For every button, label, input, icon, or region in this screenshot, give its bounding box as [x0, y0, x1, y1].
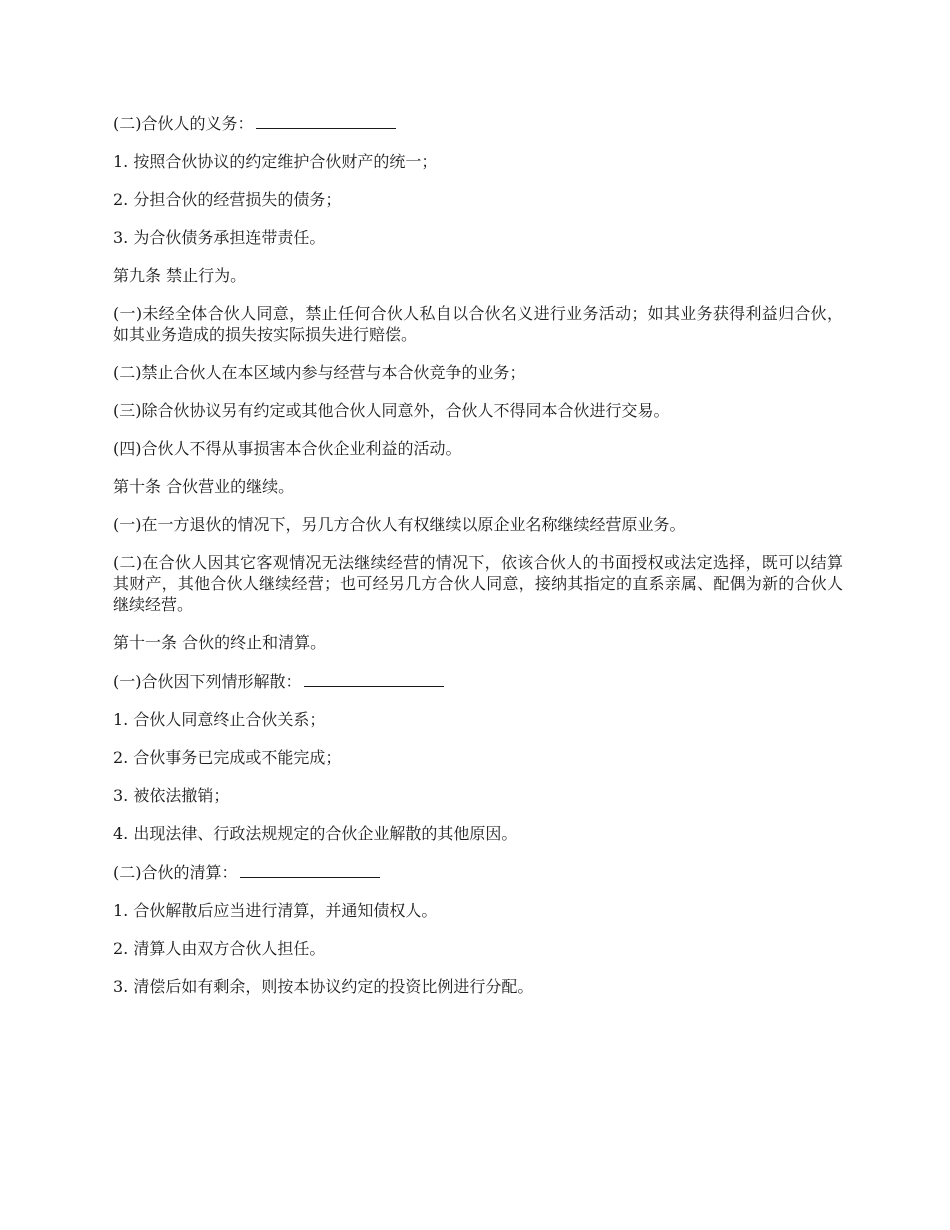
fill-in-blank-line: [240, 861, 380, 878]
list-item: 1. 合伙人同意终止合伙关系；: [113, 710, 326, 729]
list-item: 2. 分担合伙的经营损失的债务；: [113, 190, 342, 209]
paragraph-text: (一)合伙因下列情形解散：: [113, 672, 302, 691]
list-item: 1. 按照合伙协议的约定维护合伙财产的统一；: [113, 152, 438, 171]
fill-in-blank-line: [256, 112, 396, 129]
article-heading: 第九条 禁止行为。: [113, 266, 247, 285]
article-heading: 第十一条 合伙的终止和清算。: [113, 633, 327, 652]
fill-in-blank-line: [304, 670, 444, 687]
article-heading: 第十条 合伙营业的继续。: [113, 477, 295, 496]
list-item: 1. 合伙解散后应当进行清算，并通知债权人。: [113, 901, 438, 920]
document-body: [113, 112, 843, 1014]
clause-paragraph: (一)在一方退伙的情况下，另几方合伙人有权继续以原企业名称继续经营原业务。: [113, 515, 686, 534]
list-item: 3. 被依法撤销；: [113, 786, 230, 805]
clause-paragraph: (三)除合伙协议另有约定或其他合伙人同意外，合伙人不得同本合伙进行交易。: [113, 401, 670, 420]
clause-paragraph: (二)禁止合伙人在本区域内参与经营与本合伙竞争的业务；: [113, 363, 526, 382]
section-heading: [113, 670, 843, 692]
list-item: 3. 清偿后如有剩余，则按本协议约定的投资比例进行分配。: [113, 977, 534, 996]
clause-paragraph: (一)未经全体合伙人同意，禁止任何合伙人私自以合伙名义进行业务活动；如其业务获得利益归合伙，如其业务造成的损失按实际损失进行赔偿。: [113, 304, 843, 344]
clause-paragraph: (四)合伙人不得从事损害本合伙企业利益的活动。: [113, 439, 462, 458]
clause-paragraph: (二)在合伙人因其它客观情况无法继续经营的情况下，依该合伙人的书面授权或法定选择，既可以结算其财产，其他合伙人继续经营；也可经另几方合伙人同意，接纳其指定的直系亲属、配偶为新的合伙人继续经营。: [113, 553, 843, 614]
paragraph-text: (二)合伙的清算：: [113, 863, 238, 882]
list-item: 4. 出现法律、行政法规规定的合伙企业解散的其他原因。: [113, 824, 518, 843]
list-item: 3. 为合伙债务承担连带责任。: [113, 228, 326, 247]
list-item: 2. 合伙事务已完成或不能完成；: [113, 748, 342, 767]
section-heading: [113, 112, 843, 134]
list-item: 2. 清算人由双方合伙人担任。: [113, 939, 326, 958]
paragraph-text: (二)合伙人的义务：: [113, 114, 254, 133]
section-heading: [113, 861, 843, 883]
